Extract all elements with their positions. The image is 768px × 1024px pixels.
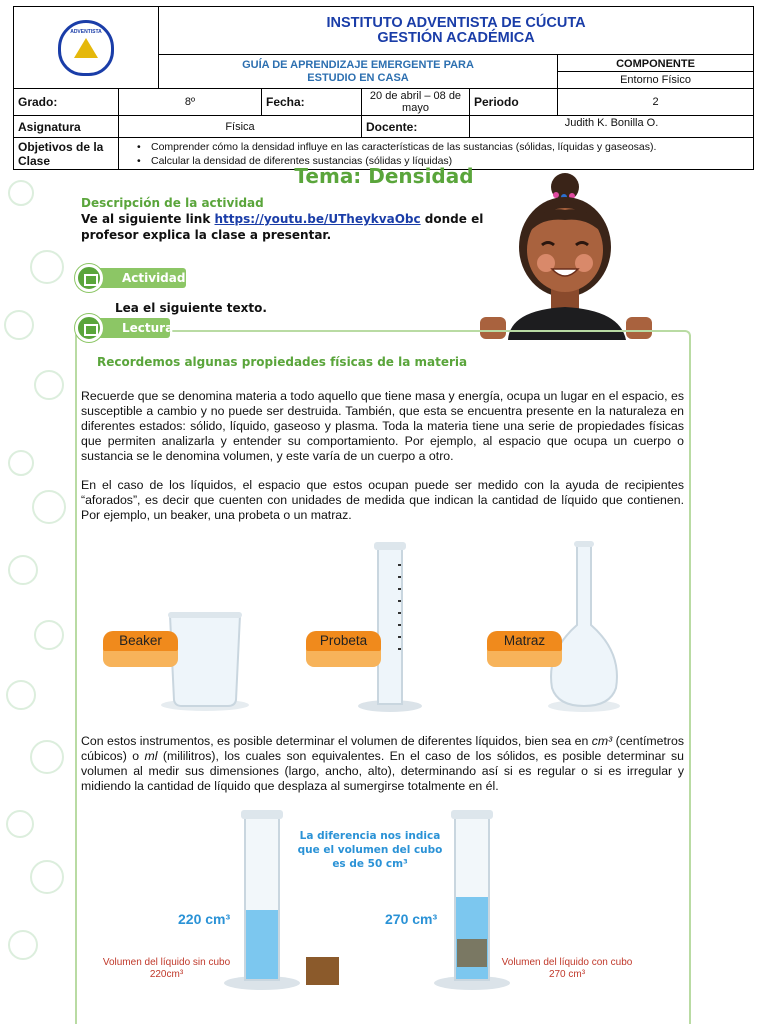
matraz-illustration: [548, 541, 620, 712]
reading-paragraph-1: Recuerde que se denomina materia a todo aquello que tiene masa y energía, ocupa un lugar en el espacio, es susceptible a cambio y no puede ser destruida. También, que esta se encuentra presente en la naturaleza en diferentes estados: sólido, líquido, gaseoso y plasma. Toda la materia tiene una serie de propiedades físicas que permiten analizarla y entender su comportamiento. Por ejemplo, al espacio que ocupa un cuerpo o sustancia se le denomina volumen, y este varía de un cuerpo a otro.: [81, 389, 684, 463]
left-volume-label: 220 cm³: [178, 911, 231, 927]
topic-title: Tema: Densidad: [294, 164, 474, 188]
difference-note: La diferencia nos indica que el volumen del cubo es de 50 cm³: [297, 830, 443, 870]
right-volume-label: 270 cm³: [385, 911, 438, 927]
institution-cell: [159, 7, 754, 55]
book-icon: [75, 264, 103, 292]
institution-name: INSTITUTO ADVENTISTA DE CÚCUTA: [326, 14, 586, 31]
guide-cell: GUÍA DE APRENDIZAJE EMERGENTE PARA ESTUDIO EN CASA: [159, 55, 558, 89]
subject-value: Física: [119, 116, 362, 138]
reading-badge: Lectura: [88, 318, 170, 338]
activity1-instruction: Lea el siguiente texto.: [115, 301, 267, 315]
teacher-value: Judith K. Bonilla O.: [470, 116, 754, 138]
cube-illustration: [306, 957, 339, 985]
teacher-label: Docente:: [362, 116, 470, 138]
activity-description-text: Ve al siguiente link https://youtu.be/UTheykvaObc donde el profesor explica la clase a presentar.: [81, 212, 484, 242]
reading-paragraph-3: Con estos instrumentos, es posible determinar el volumen de diferentes líquidos, bien sea en cm³ (centímetros cúbicos) o ml (mililitros), los cuales son equivalentes. En el caso de los sólidos, es posible determinar su volumen al medir sus dimensiones (largo, ancho, alto), determinando así si es regular o si es irregular y midiendo la cantidad de líquido que desplaza al sumergirse totalmente en él.: [81, 734, 684, 793]
lab-instruments-illustration: [160, 540, 630, 715]
logo-cell: [14, 7, 159, 89]
probeta-tag: Probeta: [306, 631, 381, 665]
period-label: Periodo: [470, 89, 558, 116]
tablet-icon: [75, 314, 103, 342]
component-cell: [558, 55, 754, 89]
left-caption: Volumen del líquido sin cubo 220cm³: [102, 957, 231, 980]
header-table: [13, 6, 754, 170]
right-caption: Volumen del líquido con cubo 270 cm³: [501, 957, 633, 980]
period-value: 2: [558, 89, 754, 116]
probeta-illustration: [358, 542, 422, 712]
grade-label: Grado:: [14, 89, 119, 116]
date-label: Fecha:: [262, 89, 362, 116]
activity-description-heading: Descripción de la actividad: [81, 196, 264, 210]
activity1-badge: Actividad 1: [88, 268, 186, 288]
grade-value: 8º: [119, 89, 262, 116]
teacher-illustration: [478, 165, 658, 340]
objective-item: • Calcular la densidad de diferentes sustancias (sólidas y líquidas): [137, 154, 749, 168]
department-name: GESTIÓN ACADÉMICA: [377, 29, 535, 46]
side-decoration: [0, 160, 70, 1024]
reading-paragraph-2: En el caso de los líquidos, el espacio que estos ocupan puede ser medido con la ayuda de recipientes “aforados”, es decir que cuenten con unidades de medida que indican la cantidad de líquido que contienen. Por ejemplo, un beaker, una probeta o un matraz.: [81, 478, 684, 522]
component-value: Entorno Físico: [620, 73, 691, 86]
reading-heading: Recordemos algunas propiedades físicas de la materia: [97, 355, 468, 369]
component-label: COMPONENTE: [558, 56, 753, 72]
beaker-tag: Beaker: [103, 631, 178, 665]
objectives-label: Objetivos de la Clase: [14, 138, 119, 170]
date-value: 20 de abril – 08 de mayo: [362, 89, 470, 116]
subject-label: Asignatura: [14, 116, 119, 138]
school-logo: ADVENTISTA: [58, 20, 114, 76]
objective-item: • Comprender cómo la densidad influye en las características de las sustancias (sólidas, líquidas y gaseosas).: [137, 140, 749, 154]
video-link[interactable]: https://youtu.be/UTheykvaObc: [214, 212, 421, 226]
matraz-tag: Matraz: [487, 631, 562, 665]
